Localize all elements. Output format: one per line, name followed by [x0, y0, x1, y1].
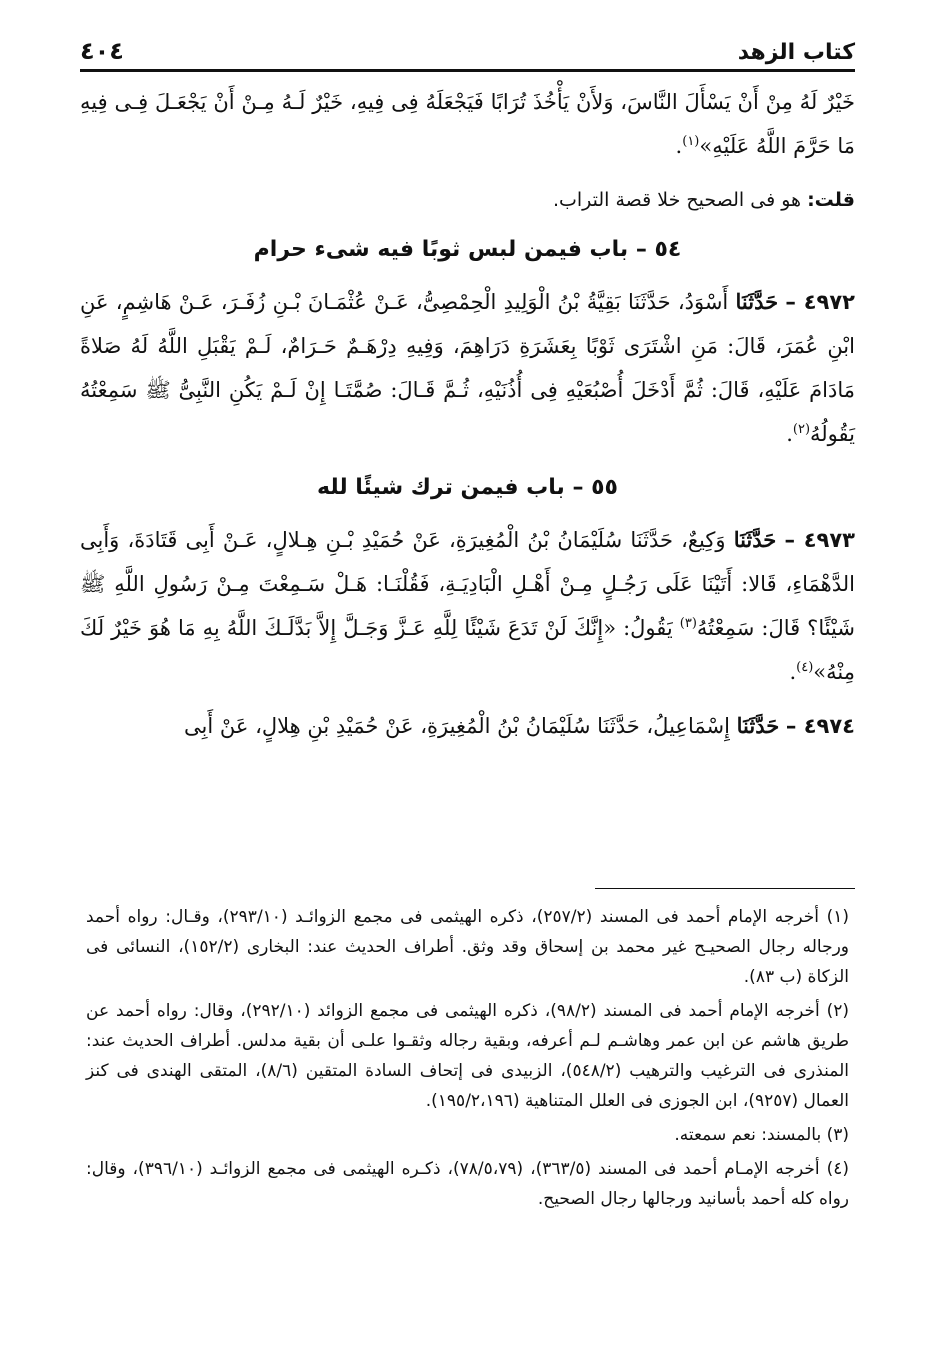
footnote-ref-2: (٢) [792, 422, 811, 437]
hadith-4973-end: . [789, 660, 797, 684]
note-text: هو فى الصحيح خلا قصة التراب. [552, 189, 802, 211]
hadith-4973-text-b: يَقُولُ: «إِنَّكَ لَنْ تَدَعَ شَيْئًا لِلَّهِ عَـزَّ وَجَـلَّ إِلاَّ بَدَّلَـكَ اللَّهُ بِهِ مَا هُوَ خَيْرٌ لَكَ مِنْهُ» [80, 616, 855, 684]
section-heading-54: ٥٤ – باب فيمن لبس ثوبًا فيه شىء حرام [253, 237, 682, 262]
hadith-4973-haddathana: حَدَّثَنَا [733, 527, 777, 552]
hadith-4974-text: إِسْمَاعِيلُ، حَدَّثَنَا سُلَيْمَانُ بْنُ الْمُغِيرَةِ، عَنْ حُمَيْدِ بْنِ هِلالٍ، عَنْ أَبِى [184, 714, 730, 738]
page-header [80, 28, 855, 72]
hadith-4974 [80, 704, 855, 748]
page-number: ٤٠٤ [80, 37, 124, 65]
footnote-ref-1: (١) [682, 134, 700, 149]
footnote-ref-4: (٤) [796, 660, 814, 675]
hadith-number-4974: ٤٩٧٤ – [785, 714, 855, 738]
hadith-4972-text: أَسْوَدُ، حَدَّثَنَا بَقِيَّةُ بْنُ الْوَلِيدِ الْحِمْصِىُّ، عَـنْ عُثْمَـانَ بْـنِ زُفَـرَ، عَـنْ هَاشِمٍ، عَنِ ابْنِ عُمَرَ، قَالَ: مَنِ اشْتَرَى ثَوْبًا بِعَشَرَةِ دَرَاهِمَ، وَفِيهِ دِرْهَـمٌ حَـرَامٌ، لَـمْ يَقْبَلِ اللَّهُ لَهُ صَلاةً مَادَامَ عَلَيْهِ، قَالَ: ثُمَّ أَدْخَلَ أُصْبُعَيْهِ فِى أُذُنَيْهِ، ثُـمَّ قَـالَ: صُمَّتَـا إِنْ لَـمْ يَكُنِ النَّبِىُّ ﷺ سَمِعْتُهُ يَقُولُهُ [80, 290, 855, 446]
note-label: قلت: [807, 189, 855, 211]
hadith-4972 [80, 280, 855, 456]
opening-text: خَيْرٌ لَهُ مِنْ أَنْ يَسْأَلَ النَّاسَ، وَلأَنْ يَأْخُذَ تُرَابًا فَيَجْعَلَهُ فِى فِيهِ، خَيْرٌ لَـهُ مِـنْ أَنْ يَجْعَـلَ فِـى فِيهِ مَا حَرَّمَ اللَّهُ عَلَيْهِ» [80, 90, 855, 158]
hadith-4972-end: . [786, 422, 793, 446]
hadith-number-4972: ٤٩٧٢ – [785, 290, 855, 314]
hadith-4972-haddathana: حَدَّثَنَا [735, 289, 779, 314]
footnote-1: (١) أخرجه الإمام أحمد فى المسند (٢٥٧/٢)، ذكره الهيثمى فى مجمع الزوائـد (٢٩٣/١٠)، وقـال: رواه أحمد ورجاله رجال الصحيـح غير محمد بن إسحاق وقد وثق. أطراف الحديث عند: البخارى (١٥٢/٢)، النسائى فى الزكاة (ب ٨٣). [86, 907, 849, 987]
hadith-4974-haddathana: حَدَّثَنَا [736, 713, 780, 738]
footnotes [86, 902, 849, 1218]
hadith-4973 [80, 518, 855, 694]
footnote-4: (٤) أخرجه الإمـام أحمد فى المسند (٣٦٣/٥)، (٧٨/٥،٧٩)، ذكـره الهيثمى فى مجمع الزوائـد (٣٩٦/١٠)، وقال: رواه كله أحمد بأسانيد ورجالها رجال الصحيح. [86, 1159, 849, 1209]
main-text [80, 80, 855, 758]
opening-paragraph [80, 80, 855, 168]
section-heading-55: ٥٥ – باب فيمن ترك شيئًا لله [317, 475, 618, 500]
hadith-4973-text-a: وَكِيعٌ، حَدَّثَنَا سُلَيْمَانُ بْنُ الْمُغِيرَةِ، عَنْ حُمَيْدِ بْـنِ هِـلالٍ، عَـنْ أَبِى قَتَادَةَ، وَأَبِى الدَّهْمَاءِ، قَالا: أَتَيْنَا عَلَى رَجُـلٍ مِـنْ أَهْـلِ الْبَادِيَـةِ، فَقُلْنَـا: هَـلْ سَـمِعْتَ مِـنْ رَسُولِ اللَّهِ ﷺ شَيْئًا؟ قَالَ: سَمِعْتُهُ [80, 528, 855, 640]
author-note [80, 178, 855, 222]
footnote-divider [595, 888, 855, 889]
footnote-ref-3: (٣) [679, 616, 697, 631]
footnote-3: (٣) بالمسند: نعم سمعته. [674, 1125, 849, 1145]
hadith-number-4973: ٤٩٧٣ – [784, 528, 856, 552]
opening-end: . [675, 134, 683, 158]
running-title: كتاب الزهد [737, 40, 855, 65]
footnote-2: (٢) أخرجه الإمام أحمد فى المسند (٩٨/٢)، ذكره الهيثمى فى مجمع الزوائد (٢٩٢/١٠)، وقال: رواه أحمد عن طريق هاشم عن ابن عمر وهاشـم لـم أعرفه، وبقية رجاله وثقـوا علـى أن بقية مدلس. أطراف الحديث عند: المنذرى فى الترغيب والترهيب (٥٤٨/٢)، الزبيدى فى إتحاف السادة المتقين (٨/٦)، المتقى الهندى فى كنز العمال (٩٢٥٧)، ابن الجوزى فى العلل المتناهية (١٩٥/٢،١٩٦). [86, 1001, 849, 1111]
